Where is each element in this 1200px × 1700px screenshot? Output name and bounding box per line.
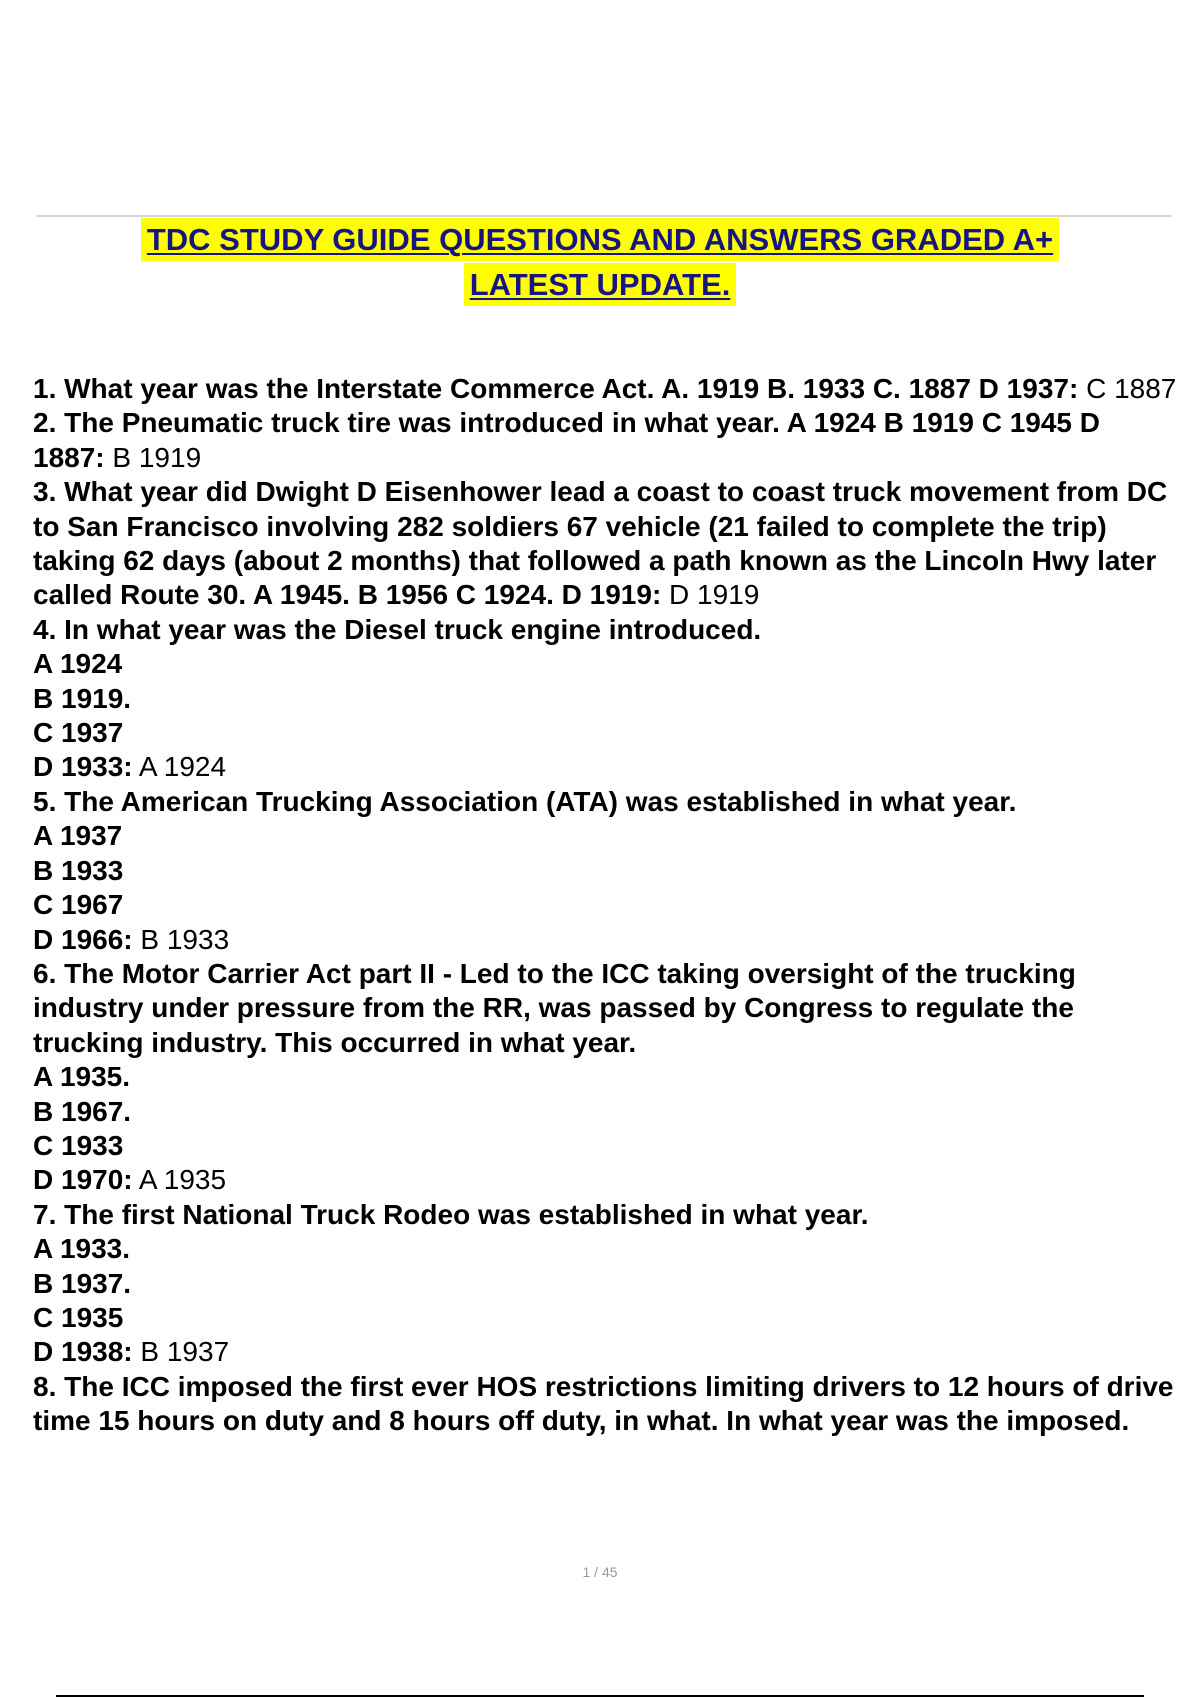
question-5	[33, 785, 1178, 957]
answer-text: C 1887	[1078, 373, 1177, 404]
option: D 1966:	[33, 923, 133, 955]
last-option-row	[33, 1335, 1178, 1369]
option: B 1919.	[33, 682, 132, 714]
option: C 1935	[33, 1301, 124, 1333]
bottom-divider	[56, 1695, 1144, 1697]
question-text: 4. In what year was the Diesel truck engine introduced.	[33, 613, 762, 645]
page-number: 1 / 45	[582, 1564, 618, 1580]
question-text: 2. The Pneumatic truck tire was introduced in what year. A 1924 B 1919 C 1945 D 1887:	[33, 407, 1101, 473]
option: A 1935.	[33, 1061, 131, 1093]
question-text: 7. The first National Truck Rodeo was established in what year.	[33, 1198, 869, 1230]
question-6	[33, 957, 1178, 1198]
answer-text: B 1919	[104, 441, 202, 473]
option: C 1967	[33, 889, 124, 921]
title-line-2: LATEST UPDATE.	[464, 263, 737, 306]
option: B 1967.	[33, 1095, 132, 1127]
option: D 1938:	[33, 1336, 133, 1368]
question-3	[33, 475, 1178, 613]
option: D 1933:	[33, 751, 133, 783]
document-title	[0, 218, 1200, 306]
question-text: 6. The Motor Carrier Act part II - Led to the ICC taking oversight of the trucking industry under pressure from the RR, was passed by Congress to regulate the trucking industry. This occurred in what year.	[33, 957, 1076, 1058]
question-text: 1. What year was the Interstate Commerce Act. A. 1919 B. 1933 C. 1887 D 1937:	[33, 373, 1079, 404]
title-line-2-wrap	[0, 263, 1200, 306]
option: B 1933	[33, 854, 124, 886]
question-text: 3. What year did Dwight D Eisenhower lead a coast to coast truck movement from DC to San Francisco involving 282 soldiers 67 vehicle (21 failed to complete the trip) taking 62 days (about 2 months) that followed a path known as the Lincoln Hwy later called Route 30. A 1945. B 1956 C 1924. D 1919:	[33, 476, 1168, 611]
option: B 1937.	[33, 1267, 132, 1299]
answer-text: B 1933	[132, 923, 230, 955]
last-option-row	[33, 923, 1178, 957]
top-divider	[36, 215, 1172, 217]
answer-text: A 1935	[132, 1164, 227, 1196]
option: C 1933	[33, 1129, 124, 1161]
question-text: 8. The ICC imposed the first ever HOS restrictions limiting drivers to 12 hours of drive time 15 hours on duty and 8 hours off duty, in what. In what year was the imposed.	[33, 1370, 1174, 1437]
title-line-1: TDC STUDY GUIDE QUESTIONS AND ANSWERS GRADED A+	[141, 218, 1059, 261]
last-option-row	[33, 1163, 1178, 1197]
question-text: 5. The American Trucking Association (ATA) was established in what year.	[33, 785, 1017, 817]
question-7	[33, 1198, 1178, 1370]
answer-text: B 1937	[132, 1336, 230, 1368]
question-8	[33, 1370, 1178, 1439]
option: A 1937	[33, 820, 123, 852]
option: C 1937	[33, 717, 124, 749]
option: A 1933.	[33, 1233, 131, 1265]
option: D 1970:	[33, 1164, 133, 1196]
answer-text: A 1924	[132, 751, 227, 783]
answer-text: D 1919	[661, 579, 760, 611]
last-option-row	[33, 750, 1178, 784]
question-4	[33, 613, 1178, 785]
option: A 1924	[33, 648, 123, 680]
question-list	[33, 372, 1178, 1439]
question-1	[33, 372, 1178, 406]
question-2	[33, 406, 1178, 475]
